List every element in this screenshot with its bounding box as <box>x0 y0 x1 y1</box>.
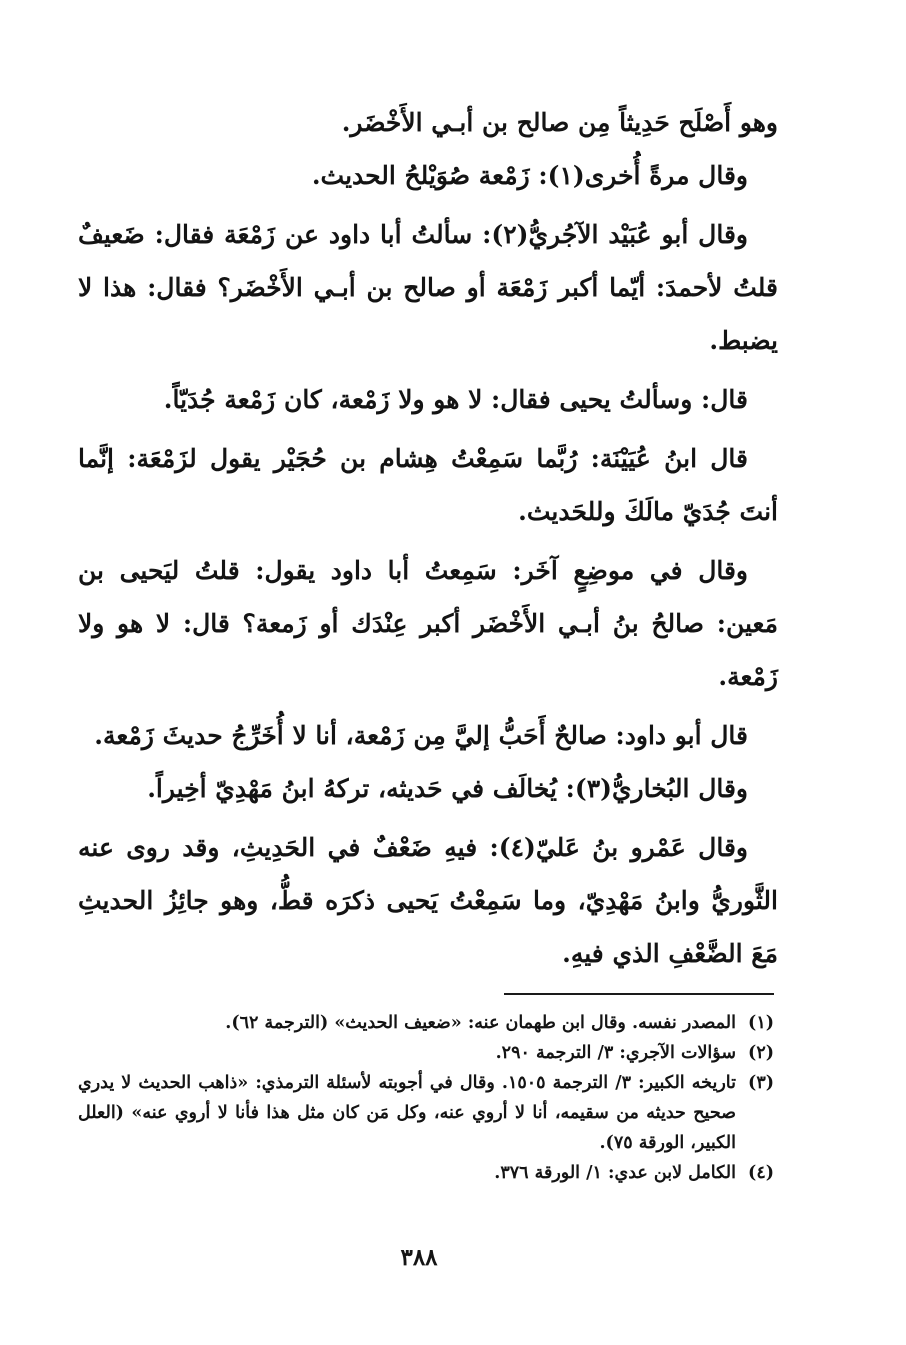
paragraph-2: وقال مرةً أُخرى(١): زَمْعة صُوَيْلحُ الحديث. <box>311 161 748 190</box>
footnote-1 <box>78 1008 774 1038</box>
page-number <box>0 1244 906 1271</box>
page-number-text: ٣٨٨ <box>400 1244 438 1271</box>
paragraph-1: وهو أَصْلَح حَدِيثاً مِن صالح بن أبـي الأَخْضَر. <box>341 108 778 137</box>
footnote-text: سؤالات الآجري: ٣/ الترجمة ٢٩٠. <box>495 1043 736 1063</box>
footnote-2 <box>78 1038 774 1068</box>
paragraph-6: وقال في موضِعٍ آخَر: سَمِعتُ أبا داود يقول: قلتُ ليَحيى بن مَعين: صالحُ بنُ أبـي الأَخْضَر أكبر عِنْدَك أو زَمعة؟ قال: لا هو ولا زَمْعة. <box>78 556 778 691</box>
paragraph-5: قال ابنُ عُيَيْنَة: رُبَّما سَمِعْتُ هِشام بن حُجَيْر يقول لزَمْعَة: إنَّما أنتَ جُدَيّ مالَكَ وللحَديث. <box>78 444 778 526</box>
paragraph-8: وقال البُخاريُّ(٣): يُخالَف في حَديثه، تركهُ ابنُ مَهْدِيّ أخِيراً. <box>147 774 748 803</box>
main-text <box>78 96 778 980</box>
footnote-text: تاريخه الكبير: ٣/ الترجمة ١٥٠٥. وقال في أجوبته لأسئلة الترمذي: «ذاهب الحديث لا يدري صحيح حديثه من سقيمه، أنا لا أروي عنه، وكل مَن كان مثل هذا فأنا لا أروي عنه» (العلل الكبير، الورقة ٧٥). <box>78 1073 736 1153</box>
footnote-text: الكامل لابن عدي: ١/ الورقة ٣٧٦. <box>494 1163 736 1183</box>
footnote-number: (٢) <box>748 1043 774 1063</box>
footnote-3 <box>78 1068 774 1158</box>
footnote-text: المصدر نفسه. وقال ابن طهمان عنه: «ضعيف الحديث» (الترجمة ٦٢). <box>225 1013 736 1033</box>
paragraph-9: وقال عَمْرو بنُ عَليّ(٤): فيهِ ضَعْفٌ في الحَدِيثِ، وقد روى عنه الثَّوريُّ وابنُ مَهْدِيّ، وما سَمِعْتُ يَحيى ذكرَه قطُّ، وهو جائِزُ الحديثِ مَعَ الضَّعْفِ الذي فيهِ. <box>78 833 778 968</box>
paragraph-7: قال أبو داود: صالحٌ أَحَبُّ إليَّ مِن زَمْعة، أنا لا أُخَرِّجُ حديثَ زَمْعة. <box>94 721 748 750</box>
paragraph-4: قال: وسألتُ يحيى فقال: لا هو ولا زَمْعة، كان زَمْعة جُدَيّاً. <box>163 385 748 414</box>
footnote-number: (٣) <box>748 1073 774 1093</box>
paragraph-3: وقال أبو عُبَيْد الآجُريُّ(٢): سألتُ أبا داود عن زَمْعَة فقال: ضَعيفٌ قلتُ لأحمدَ: أيّما أكبر زَمْعَة أو صالح بن أبـي الأَخْضَر؟ فقال: هذا لا يضبط. <box>78 220 778 355</box>
footnote-divider <box>504 993 774 995</box>
footnote-number: (١) <box>748 1013 774 1033</box>
footnote-4 <box>78 1158 774 1188</box>
footnote-number: (٤) <box>748 1163 774 1183</box>
footnotes <box>78 1008 774 1188</box>
